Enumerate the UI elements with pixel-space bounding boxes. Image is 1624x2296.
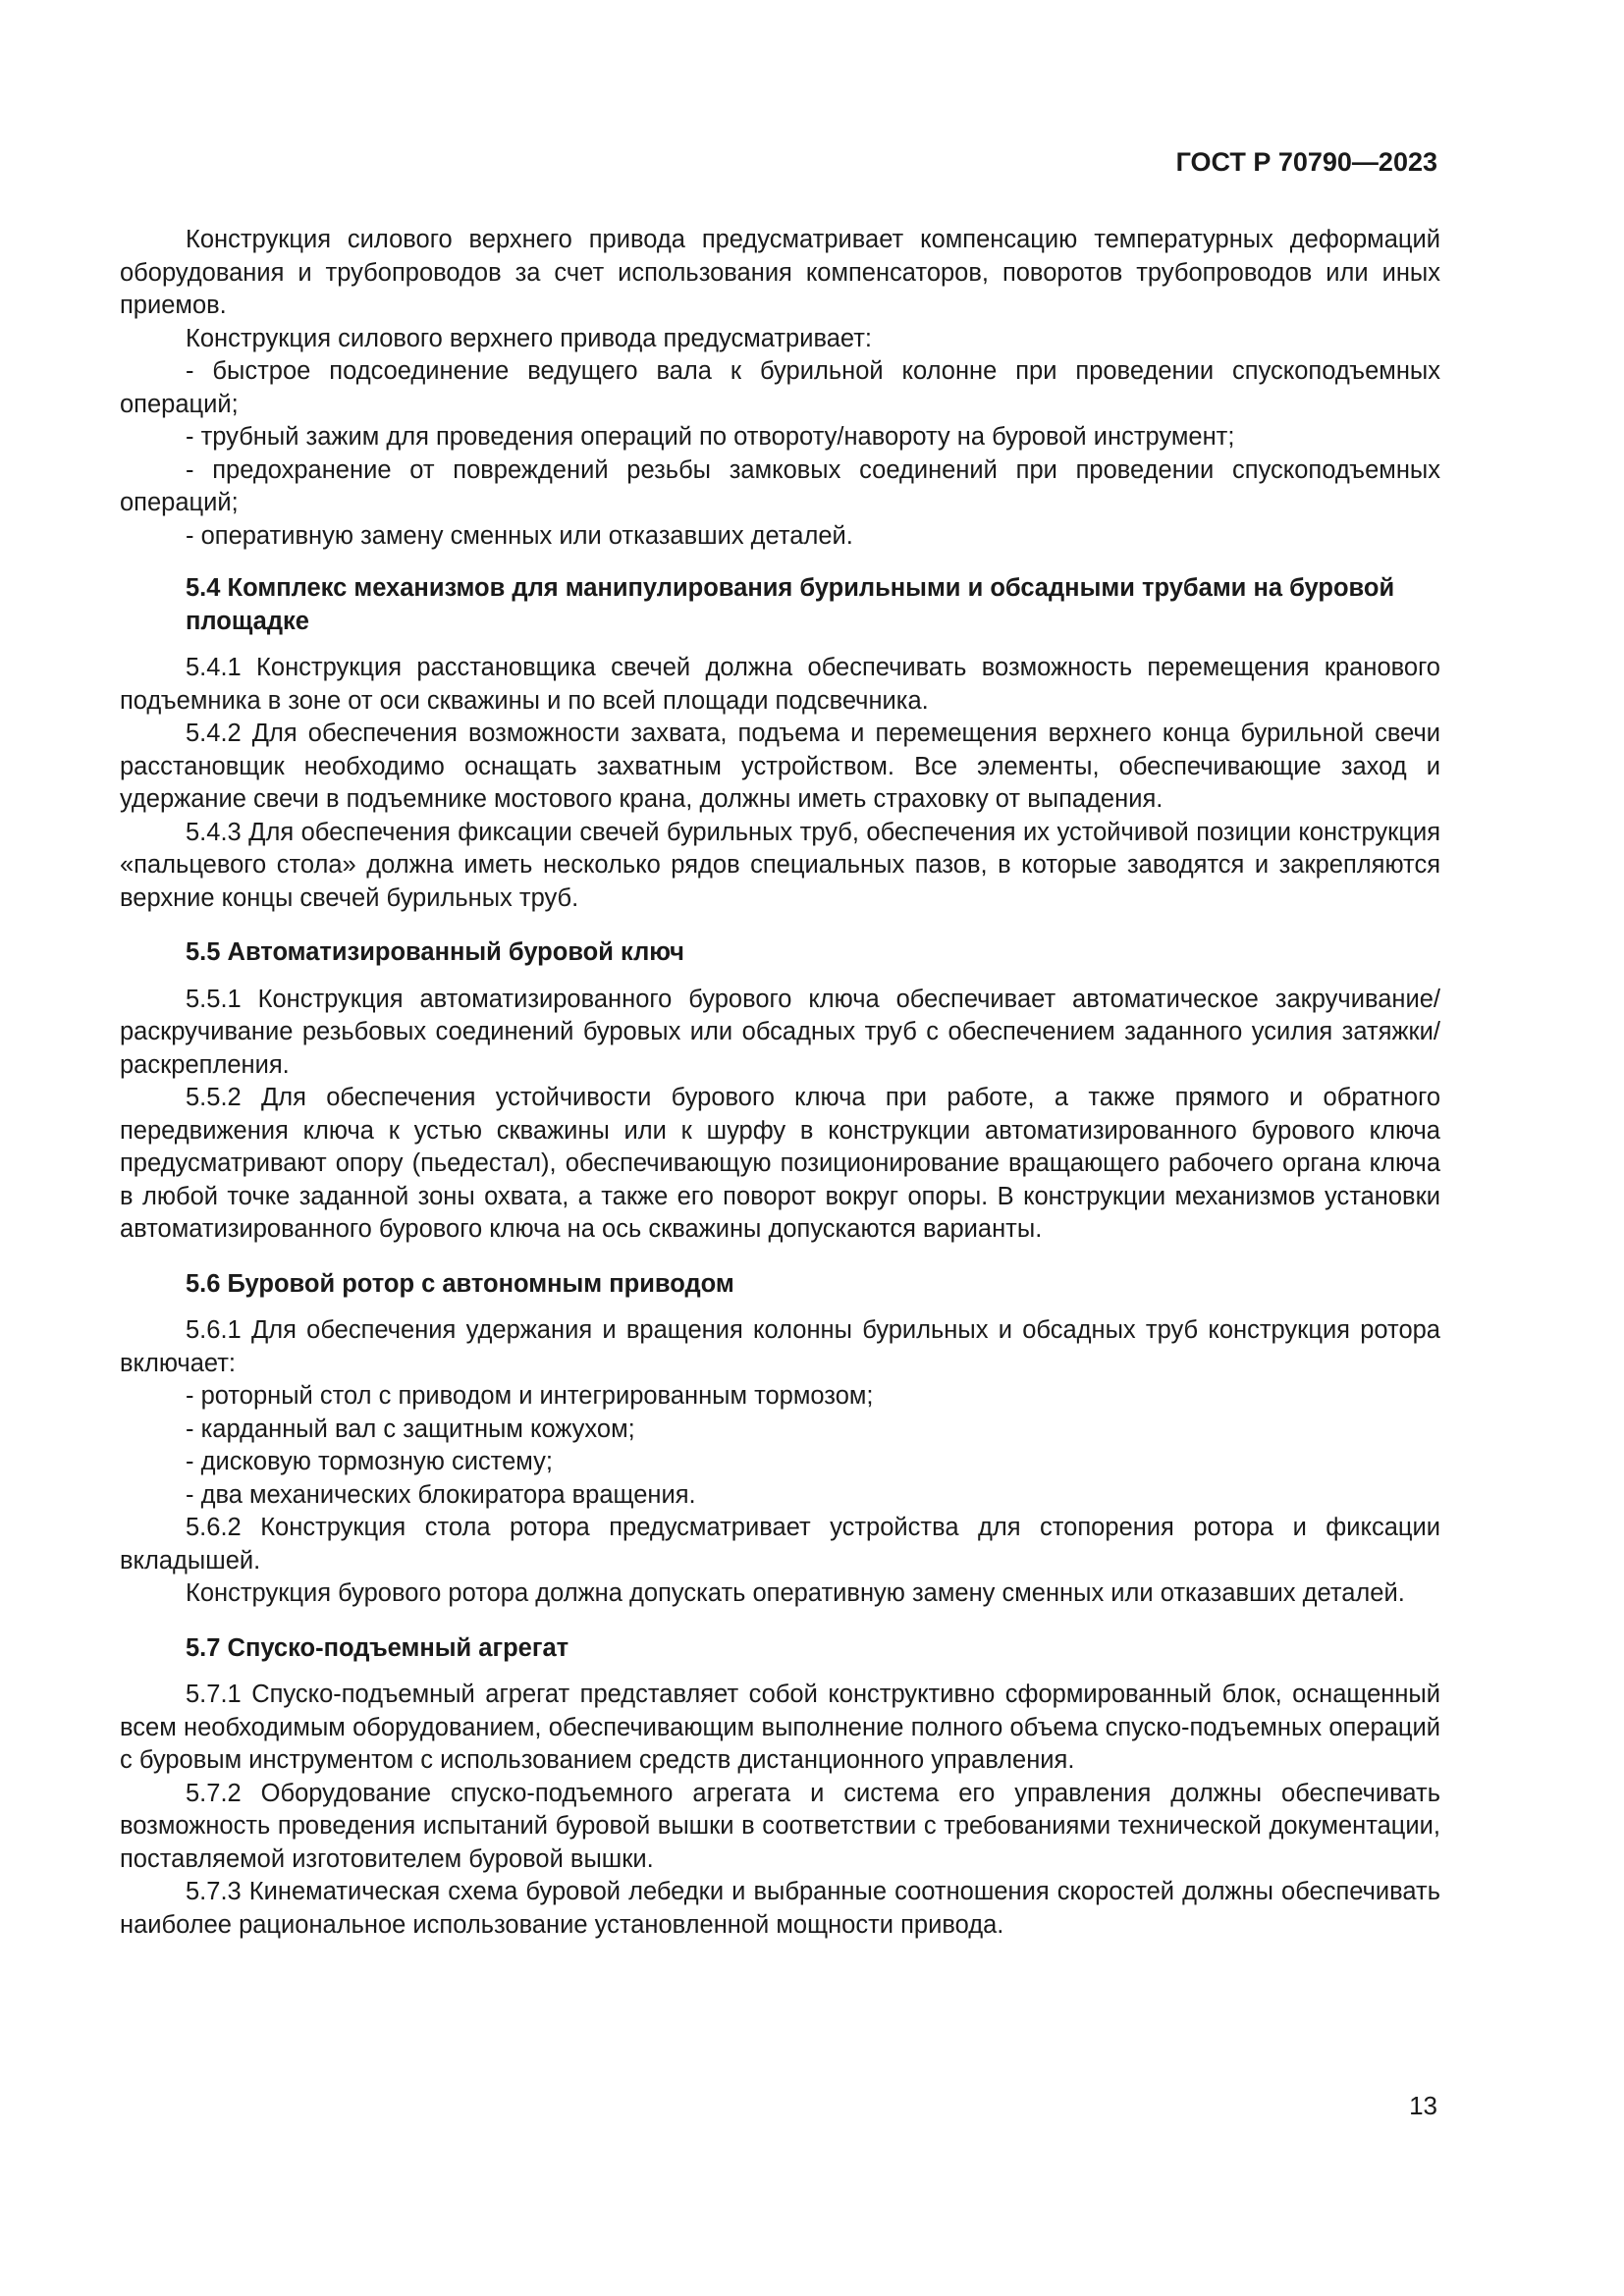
paragraph-5-6-2: 5.6.2 Конструкция стола ротора предусматривает устройства для стопорения ротора и фиксации вкладышей. [120,1514,1440,1575]
paragraph: Конструкция силового верхнего привода предусматривает: [186,324,873,352]
section-heading-5-5: 5.5 Автоматизированный буровой ключ [186,938,684,966]
paragraph-5-6-1: 5.6.1 Для обеспечения удержания и вращения колонны бурильных и обсадных труб конструкция ротора включает: [120,1316,1440,1377]
paragraph-5-7-2: 5.7.2 Оборудование спуско-подъемного агрегата и система его управления должны обеспечивать возможность проведения испытаний буровой вышки в соответствии с требованиями технической документации, поставляемой изготовителем буровой вышки. [120,1779,1440,1873]
list-item: - предохранение от повреждений резьбы замковых соединений при проведении спускоподъемных операций; [120,455,1440,516]
page-number: 13 [1409,2091,1437,2120]
paragraph: Конструкция бурового ротора должна допускать оперативную замену сменных или отказавших деталей. [186,1579,1405,1607]
section-heading-5-7: 5.7 Спуско-подъемный агрегат [186,1633,569,1662]
paragraph-5-4-3: 5.4.3 Для обеспечения фиксации свечей бурильных труб, обеспечения их устойчивой позиции конструкция «пальцевого стола» должна иметь несколько рядов специальных пазов, в которые заводятся и закрепляются верхние концы свечей бурильных труб. [120,818,1440,912]
list-item: - карданный вал с защитным кожухом; [186,1415,635,1443]
paragraph-5-4-2: 5.4.2 Для обеспечения возможности захвата, подъема и перемещения верхнего конца бурильной свечи расстановщик необходимо оснащать захватным устройством. Все элементы, обеспечивающие заход и удержание свечи в подъемнике мостового крана, должны иметь страховку от выпадения. [120,720,1440,813]
paragraph: Конструкция силового верхнего привода предусматривает компенсацию температурных деформаций оборудования и трубопроводов за счет использования компенсаторов, поворотов трубопроводов или иных приемов. [120,226,1440,319]
paragraph-5-4-1: 5.4.1 Конструкция расстановщика свечей должна обеспечивать возможность перемещения кранового подъемника в зоне от оси скважины и по всей площади подсвечника. [120,654,1440,715]
list-item: - роторный стол с приводом и интегрированным тормозом; [186,1382,874,1410]
list-item: - трубный зажим для проведения операций по отвороту/навороту на буровой инструмент; [186,423,1235,451]
document-id-header: ГОСТ Р 70790—2023 [1175,147,1437,177]
list-item: - два механических блокиратора вращения. [186,1480,696,1509]
section-heading-5-6: 5.6 Буровой ротор с автономным приводом [186,1269,734,1298]
paragraph-5-7-3: 5.7.3 Кинематическая схема буровой лебедки и выбранные соотношения скоростей должны обеспечивать наиболее рациональное использование установленной мощности привода. [120,1878,1440,1939]
paragraph-5-5-1: 5.5.1 Конструкция автоматизированного бурового ключа обеспечивает автоматическое закручивание/раскручивание резьбовых соединений буровых или обсадных труб с обеспечением заданного усилия затяжки/раскрепления. [120,985,1440,1079]
paragraph-5-5-2: 5.5.2 Для обеспечения устойчивости бурового ключа при работе, а также прямого и обратного передвижения ключа к устью скважины или к шурфу в конструкции автоматизированного бурового ключа предусматривают опору (пьедестал), обеспечивающую позиционирование вращающего рабочего органа ключа в любой точке заданной зоны охвата, а также его поворот вокруг опоры. В конструкции механизмов установки автоматизированного бурового ключа на ось скважины допускаются варианты. [120,1084,1440,1243]
document-body [120,224,1440,1942]
list-item: - оперативную замену сменных или отказавших деталей. [186,521,853,550]
list-item: - дисковую тормозную систему; [186,1448,553,1475]
paragraph-5-7-1: 5.7.1 Спуско-подъемный агрегат представляет собой конструктивно сформированный блок, оснащенный всем необходимым оборудованием, обеспечивающим выполнение полного объема спуско-подъемных операций с буровым инструментом с использованием средств дистанционного управления. [120,1681,1440,1774]
section-heading-5-4: 5.4 Комплекс механизмов для манипулирования бурильными и обсадными трубами на буровой площадке [186,574,1395,635]
list-item: - быстрое подсоединение ведущего вала к бурильной колонне при проведении спускоподъемных операций; [120,357,1440,418]
